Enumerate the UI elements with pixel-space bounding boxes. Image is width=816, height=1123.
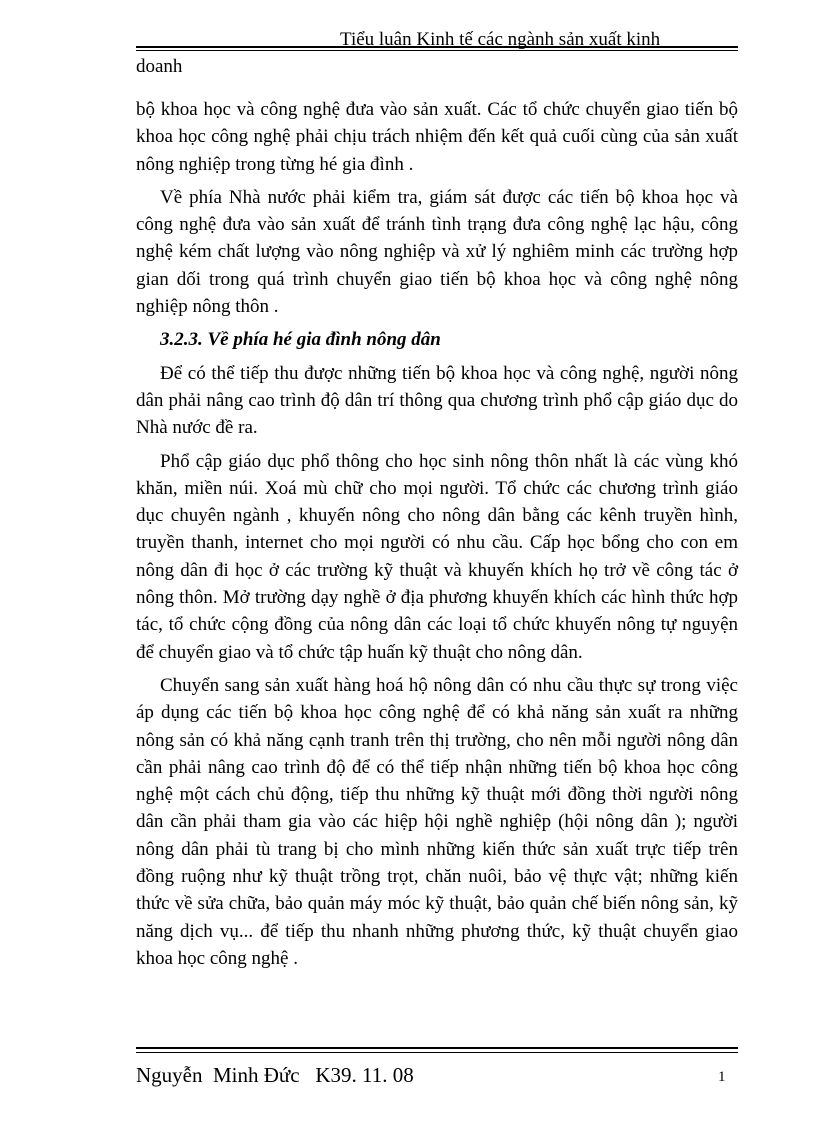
page-number: 1 — [718, 1069, 726, 1085]
header-title: Tiểu luận Kinh tế các ngành sản xuất kinh — [340, 29, 661, 50]
body-paragraph: Về phía Nhà nước phải kiểm tra, giám sát được các tiến bộ khoa học và công nghệ đưa vào sản xuất để tránh tình trạng đưa công nghệ lạc hậu, công nghệ kém chất lượng vào nông nghiệp và xử lý nghiêm minh các trường hợp gian dối trong quá trình chuyển giao tiến bộ khoa học và công nghệ nông nghiệp nông thôn . — [136, 186, 738, 318]
footer-rule-top — [136, 1047, 738, 1049]
document-body — [136, 96, 738, 978]
section-heading: 3.2.3. Về phía hé gia đình nông dân — [160, 329, 441, 351]
header-title-continued: doanh — [136, 56, 183, 77]
footer-rule-bottom — [136, 1052, 738, 1053]
footer-author: Nguyễn Minh Đức K39. 11. 08 — [136, 1063, 414, 1087]
header-rule-bottom — [136, 50, 738, 51]
body-paragraph: Chuyển sang sản xuất hàng hoá hộ nông dân có nhu cầu thực sự trong việc áp dụng các tiến bộ khoa học công nghệ để có khả năng sản xuất ra những nông sản có khả năng cạnh tranh trên thị trường, cho nên mỗi người nông dân cần phải nâng cao trình độ để có thể tiếp nhận những tiến bộ khoa học công nghệ một cách chủ động, tiếp thu những kỹ thuật mới đồng thời người nông dân cần phải tham gia vào các hiệp hội nghề nghiệp (hội nông dân ); người nông dân phải tù trang bị cho mình những kiến thức sản xuất trực tiếp trên đồng ruộng như kỹ thuật trồng trọt, chăn nuôi, bảo vệ thực vật; những kiến thức về sửa chữa, bảo quản máy móc kỹ thuật, bảo quản chế biến nông sản, kỹ năng dịch vụ... để tiếp thu nhanh những phương thức, kỹ thuật chuyển giao khoa học công nghệ . — [136, 674, 738, 969]
header-rule-top — [136, 46, 738, 48]
body-paragraph: Phổ cập giáo dục phổ thông cho học sinh nông thôn nhất là các vùng khó khăn, miền núi. Xoá mù chữ cho mọi người. Tổ chức các chương trình giáo dục chuyên ngành , khuyến nông cho nông dân bằng các kênh truyền hình, truyền thanh, internet cho mọi người có nhu cầu. Cấp học bổng cho con em nông dân đi học ở các trường kỹ thuật và khuyến khích họ trở về công tác ở nông thôn. Mở trường dạy nghề ở địa phương khuyến khích các hình thức hợp tác, tổ chức cộng đồng của nông dân các loại tổ chức khuyến nông tự nguyện để chuyển giao và tổ chức tập huấn kỹ thuật cho nông dân. — [136, 450, 738, 663]
body-paragraph: bộ khoa học và công nghệ đưa vào sản xuất. Các tổ chức chuyển giao tiến bộ khoa học công nghệ phải chịu trách nhiệm đến kết quả cuối cùng của sản xuất nông nghiệp trong từng hé gia đình . — [136, 99, 738, 175]
body-paragraph: Để có thể tiếp thu được những tiến bộ khoa học và công nghệ, người nông dân phải nâng cao trình độ dân trí thông qua chương trình phổ cập giáo dục do Nhà nước đề ra. — [136, 362, 738, 439]
